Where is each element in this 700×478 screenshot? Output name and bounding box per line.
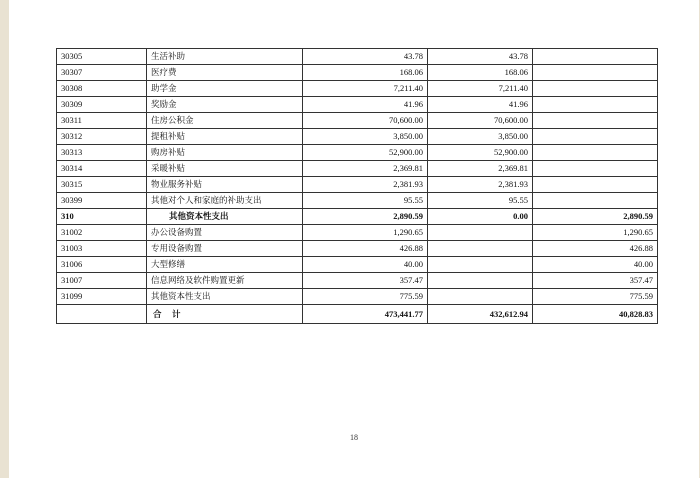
- row-project: [533, 113, 658, 129]
- row-project: [533, 145, 658, 161]
- row-basic: [428, 257, 533, 273]
- row-project: [533, 161, 658, 177]
- row-total: 95.55: [303, 193, 428, 209]
- row-basic: 2,369.81: [428, 161, 533, 177]
- row-total: 40.00: [303, 257, 428, 273]
- total-code: [57, 305, 147, 324]
- table-row: [57, 129, 658, 145]
- row-total: 168.06: [303, 65, 428, 81]
- row-project: [533, 193, 658, 209]
- row-project: 1,290.65: [533, 225, 658, 241]
- row-name: 其他资本性支出: [147, 289, 303, 305]
- row-name: 大型修缮: [147, 257, 303, 273]
- row-basic: [428, 273, 533, 289]
- row-basic: 3,850.00: [428, 129, 533, 145]
- row-code: 31002: [57, 225, 147, 241]
- table-row: [57, 97, 658, 113]
- table-row: [57, 225, 658, 241]
- budget-table-body: [57, 49, 658, 324]
- table-row: [57, 273, 658, 289]
- row-code: 30399: [57, 193, 147, 209]
- row-basic: [428, 289, 533, 305]
- row-name: 助学金: [147, 81, 303, 97]
- row-name: 办公设备购置: [147, 225, 303, 241]
- row-code: 31099: [57, 289, 147, 305]
- row-code: 30305: [57, 49, 147, 65]
- row-total: 70,600.00: [303, 113, 428, 129]
- total-basic: 432,612.94: [428, 305, 533, 324]
- subtotal-row: [57, 209, 658, 225]
- row-name: 采暖补贴: [147, 161, 303, 177]
- row-name: 其他对个人和家庭的补助支出: [147, 193, 303, 209]
- row-basic: 95.55: [428, 193, 533, 209]
- document-page: [9, 0, 699, 478]
- row-total: 7,211.40: [303, 81, 428, 97]
- row-basic: 41.96: [428, 97, 533, 113]
- row-project: 40.00: [533, 257, 658, 273]
- row-basic: 52,900.00: [428, 145, 533, 161]
- row-code: 30313: [57, 145, 147, 161]
- page-number: 18: [350, 433, 358, 442]
- row-name: 奖励金: [147, 97, 303, 113]
- row-name: 其他资本性支出: [147, 209, 303, 225]
- row-name: 提租补贴: [147, 129, 303, 145]
- row-project: 426.88: [533, 241, 658, 257]
- row-name: 住房公积金: [147, 113, 303, 129]
- total-label: 合 计: [147, 305, 303, 324]
- row-total: 2,369.81: [303, 161, 428, 177]
- budget-table: [56, 48, 658, 324]
- table-row: [57, 65, 658, 81]
- row-total: 3,850.00: [303, 129, 428, 145]
- row-total: 357.47: [303, 273, 428, 289]
- row-basic: [428, 225, 533, 241]
- row-total: 775.59: [303, 289, 428, 305]
- row-project: [533, 81, 658, 97]
- row-project: [533, 65, 658, 81]
- table-row: [57, 241, 658, 257]
- row-project: [533, 129, 658, 145]
- row-basic: 43.78: [428, 49, 533, 65]
- row-code: 30314: [57, 161, 147, 177]
- row-project: 775.59: [533, 289, 658, 305]
- row-code: 31007: [57, 273, 147, 289]
- row-name: 物业服务补贴: [147, 177, 303, 193]
- row-name: 专用设备购置: [147, 241, 303, 257]
- row-basic: 168.06: [428, 65, 533, 81]
- row-total: 2,890.59: [303, 209, 428, 225]
- row-name: 生活补助: [147, 49, 303, 65]
- table-row: [57, 289, 658, 305]
- row-code: 30315: [57, 177, 147, 193]
- row-basic: 7,211.40: [428, 81, 533, 97]
- row-code: 30307: [57, 65, 147, 81]
- table-row: [57, 145, 658, 161]
- row-total: 426.88: [303, 241, 428, 257]
- table-row: [57, 177, 658, 193]
- table-row: [57, 113, 658, 129]
- row-name: 医疗费: [147, 65, 303, 81]
- table-row: [57, 193, 658, 209]
- row-total: 43.78: [303, 49, 428, 65]
- table-row: [57, 81, 658, 97]
- row-project: [533, 97, 658, 113]
- row-code: 31003: [57, 241, 147, 257]
- row-project: 357.47: [533, 273, 658, 289]
- row-code: 310: [57, 209, 147, 225]
- row-basic: 70,600.00: [428, 113, 533, 129]
- row-total: 2,381.93: [303, 177, 428, 193]
- row-project: [533, 177, 658, 193]
- row-total: 41.96: [303, 97, 428, 113]
- row-code: 30311: [57, 113, 147, 129]
- row-code: 30312: [57, 129, 147, 145]
- table-row: [57, 161, 658, 177]
- row-total: 52,900.00: [303, 145, 428, 161]
- table-row: [57, 49, 658, 65]
- total-amount: 473,441.77: [303, 305, 428, 324]
- table-row: [57, 257, 658, 273]
- row-name: 购房补贴: [147, 145, 303, 161]
- row-code: 30308: [57, 81, 147, 97]
- total-row: [57, 305, 658, 324]
- row-basic: [428, 241, 533, 257]
- row-name: 信息网络及软件购置更新: [147, 273, 303, 289]
- row-basic: 2,381.93: [428, 177, 533, 193]
- row-total: 1,290.65: [303, 225, 428, 241]
- row-project: [533, 49, 658, 65]
- row-code: 31006: [57, 257, 147, 273]
- row-code: 30309: [57, 97, 147, 113]
- row-basic: 0.00: [428, 209, 533, 225]
- total-project: 40,828.83: [533, 305, 658, 324]
- row-project: 2,890.59: [533, 209, 658, 225]
